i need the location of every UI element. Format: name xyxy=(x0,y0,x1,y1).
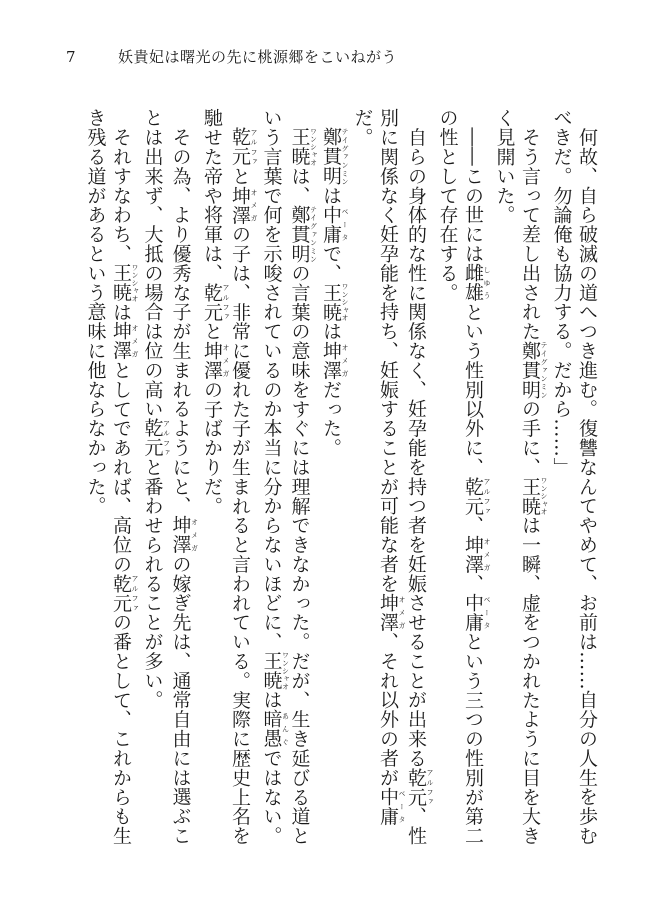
ruby-word: 鄭貫明 テイグァンミン xyxy=(288,205,318,264)
ruby-reading: テイグァンミン xyxy=(540,340,548,400)
page-number: 7 xyxy=(66,48,76,66)
paragraph: そう言って差し出された鄭貫明 テイグァンミンの手に、王暁 ワンシャオは一瞬、虚をつかれたように目を大きく見開いた。 xyxy=(493,108,548,846)
ruby-reading: アルファ xyxy=(131,573,139,613)
ruby-reading: オメガ xyxy=(222,340,230,380)
body-text xyxy=(79,108,599,858)
ruby-word: 鄭貫明 テイグァンミン xyxy=(519,340,548,400)
ruby-reading: アルファ xyxy=(483,476,491,516)
paragraph: 何故、自ら破滅の道へつき進む。復讐なんてやめて、お前は……自分の人生を歩むべきだ。勿論俺も協力する。だから……」 xyxy=(550,108,598,846)
ruby-reading: ワンシャオ xyxy=(281,651,290,691)
ruby-word: 中庸 ベータ xyxy=(462,593,491,632)
ruby-reading: オメガ xyxy=(483,534,491,574)
ruby-reading: ワンシャオ xyxy=(131,263,139,303)
ruby-reading: ベータ xyxy=(398,787,406,826)
ruby-word: 王暁 ワンシャオ xyxy=(110,263,139,303)
ruby-reading: オメガ xyxy=(341,340,349,380)
ruby-word: 王暁 ワンシャオ xyxy=(320,282,349,322)
paragraph: それすなわち、王暁 ワンシャオは坤澤 オメガとしてであれば、高位の乾元 アルファの番として、これからも生き残る道があるという意味に他ならなかった。 xyxy=(84,108,139,846)
ruby-word: 坤澤 オメガ xyxy=(169,515,199,555)
ruby-word: 乾元 アルファ xyxy=(141,418,171,458)
ruby-reading: オメガ xyxy=(131,321,139,361)
running-title: 妖貴妃は曙光の先に桃源郷をこいねがう xyxy=(118,48,398,66)
ruby-word: 乾元 アルファ xyxy=(462,476,491,516)
ruby-reading: テイグァンミン xyxy=(341,127,349,186)
ruby-reading: ベータ xyxy=(341,205,349,244)
ruby-word: 王暁 ワンシャオ xyxy=(288,127,318,167)
ruby-word: 坤澤 オメガ xyxy=(320,340,349,380)
ruby-reading: オメガ xyxy=(190,515,199,555)
ruby-word: 坤澤 オメガ xyxy=(229,185,258,225)
ruby-word: 坤澤 オメガ xyxy=(201,340,230,380)
ruby-reading: アルファ xyxy=(162,418,171,458)
ruby-word: 雌雄 しゆう xyxy=(462,263,491,303)
ruby-word: 坤澤 オメガ xyxy=(377,593,406,632)
ruby-reading: ベータ xyxy=(483,593,491,632)
ruby-reading: オメガ xyxy=(250,185,258,225)
ruby-reading: ワンシャオ xyxy=(309,127,318,167)
ruby-reading: オメガ xyxy=(398,593,406,632)
ruby-reading: あんぐ xyxy=(281,709,290,749)
ruby-word: 乾元 アルファ xyxy=(201,282,230,322)
ruby-word: 中庸 ベータ xyxy=(320,205,349,244)
ruby-word: 乾元 アルファ xyxy=(110,573,139,613)
ruby-reading: アルファ xyxy=(426,767,434,807)
paragraph: その為、より優秀な子が生まれるようにと、坤澤 オメガの嫁ぎ先は、通常自由には選ぶことは出来ず、大抵の場合は位の高い乾元 アルファと番わせられることが多い。 xyxy=(141,108,199,846)
paragraph: 鄭貫明 テイグァンミンは中庸 ベータで、王暁 ワンシャオは坤澤 オメガだった。 xyxy=(320,127,349,458)
ruby-reading: ワンシャオ xyxy=(540,476,548,516)
ruby-word: 暗愚 あんぐ xyxy=(260,709,290,749)
ruby-reading: テイグァンミン xyxy=(309,205,318,264)
ruby-reading: しゆう xyxy=(483,263,491,303)
ruby-reading: アルファ xyxy=(222,282,230,322)
ruby-word: 王暁 ワンシャオ xyxy=(260,651,290,691)
ruby-reading: ワンシャオ xyxy=(341,282,349,322)
ruby-word: 坤澤 オメガ xyxy=(110,321,139,361)
ruby-word: 坤澤 オメガ xyxy=(462,534,491,574)
ruby-word: 乾元 アルファ xyxy=(405,767,434,807)
ruby-word: 王暁 ワンシャオ xyxy=(519,476,548,516)
paragraph: 乾元 アルファと坤澤 オメガの子は、非常に優れた子が生まれると言われている。実際に歴史上名を馳せた帝や将軍は、乾元 アルファと坤澤 オメガの子ばかりだ。 xyxy=(201,108,258,846)
ruby-word: 中庸 ベータ xyxy=(377,787,406,826)
paragraph: 自らの身体的な性に関係なく、妊孕能を持つ者を妊娠させることが出来る乾元 アルファ、性別に関係なく妊孕能を持ち、妊娠することが可能な者を坤澤 オメガ、それ以外の者が中庸 ベータだ。 xyxy=(351,108,434,846)
paragraph: ――この世には雌雄 しゆうという性別以外に、乾元 アルファ、坤澤 オメガ、中庸 ベータという三つの性別が第二の性として存在する。 xyxy=(436,108,491,846)
ruby-reading: アルファ xyxy=(250,127,258,167)
ruby-word: 鄭貫明 テイグァンミン xyxy=(320,127,349,186)
ruby-word: 乾元 アルファ xyxy=(229,127,258,167)
paragraph: 王暁 ワンシャオは、鄭貫明 テイグァンミンの言葉の意味をすぐには理解できなかった。だが、生き延びる道という言葉で何を示唆されているのか本当に分からないほどに、王暁 ワンシャオは暗愚 あんぐではない。 xyxy=(260,108,318,846)
